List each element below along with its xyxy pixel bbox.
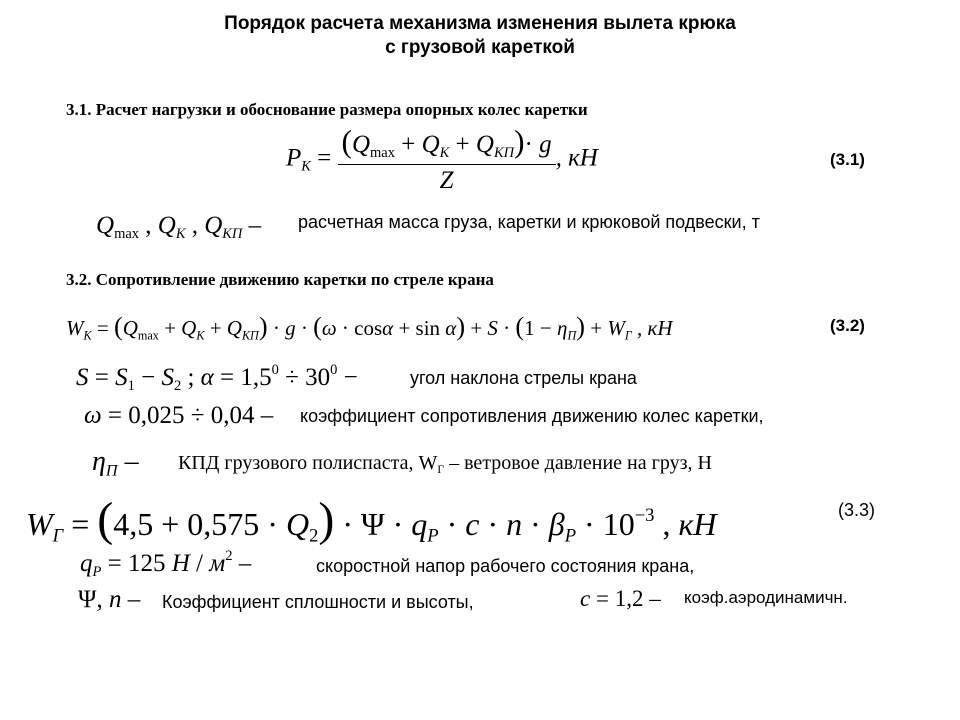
eta-formula: $\eta_П$ – xyxy=(92,446,139,480)
formula-3-2: $W_К = (Q_{max} + Q_К + Q_{КП}) \cdot g \cdot (\omega \cdot \cos\alpha + \sin \alpha) + S \cdot (1 - \eta_П) + W_Г$ , кН xyxy=(66,312,673,343)
psi-description: Коэффициент сплошности и высоты, xyxy=(162,592,474,612)
page-title xyxy=(0,12,960,60)
section-heading-3-1: 3.1. Расчет нагрузки и обоснование размера опорных колес каретки xyxy=(66,100,588,119)
omega-description: коэффициент сопротивления движению колес каретки, xyxy=(300,406,764,426)
formula-3-3: $W_Г = (4,5 + 0,575 \cdot Q_2) \cdot \Psi \cdot q_P \cdot c \cdot n \cdot \beta_P \cdot 10^{-3}$ , кН xyxy=(26,493,717,547)
psi-n-formula: Ψ, n – xyxy=(78,586,141,613)
equation-number-3-3: (3.3) xyxy=(838,500,876,520)
eta-description-sub: Г xyxy=(437,463,445,477)
equation-number-3-1: (3.1) xyxy=(830,150,865,169)
eta-description-text: КПД грузового полиспаста, W xyxy=(178,452,438,474)
omega-formula: ω = 0,025 ÷ 0,04 – xyxy=(84,402,274,429)
equation-number-3-2: (3.2) xyxy=(830,316,865,335)
qp-formula: $q_P = 125$ Н / $м^2$ – xyxy=(80,548,252,580)
title-line-1: Порядок расчета механизма изменения вылета крюка xyxy=(224,13,736,34)
formula-3-1-unit: , кН xyxy=(555,144,598,172)
formula-3-1: $P_К$ = $\frac{(Q_{max} + Q_К + Q_{КП})\cdot g}{Z}$ , кН xyxy=(286,124,598,195)
eta-description xyxy=(178,452,712,476)
section-heading-3-2: 3.2. Сопротивление движению каретки по стреле крана xyxy=(66,270,494,289)
c-description: коэф.аэродинамичн. xyxy=(684,588,848,607)
q-variables-formula: $Q_{max}$ , $Q_К$ , $Q_{КП}$ – xyxy=(96,212,262,243)
title-line-2: с грузовой кареткой xyxy=(385,37,575,58)
q-variables-description: расчетная масса груза, каретки и крюковой подвески, т xyxy=(298,212,760,232)
s-alpha-formula: $S = S_1 - S_2$ ; $\alpha = 1,5^0 \div 30^0$ − xyxy=(76,362,358,394)
angle-description: угол наклона стрелы крана xyxy=(410,368,637,388)
c-formula: c = 1,2 – xyxy=(580,586,661,611)
qp-description: скоростной напор рабочего состояния крана, xyxy=(316,556,695,576)
eta-description-rest: – ветровое давление на груз, Н xyxy=(444,452,712,474)
